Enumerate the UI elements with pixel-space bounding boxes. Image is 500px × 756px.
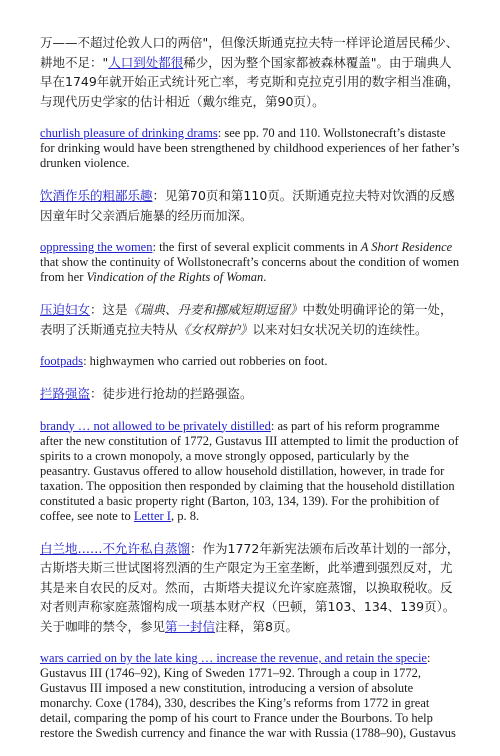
note-en-oppressing — [40, 240, 460, 285]
text-run: : Gustavus III (1746–92), King of Sweden 1771–92. Through a coup in 1772, Gustavus III imposed a new constitution, introducing a version of absolute monarchy. Coxe (1784), 330, describes the King’s reforms from 1772 in great detail, comparing the pomp of his court to France under the Bourbons. To help restore the Swedish currency and finance the war with Russia (1788–90), Gustavus — [40, 651, 456, 740]
text-run: 注释，第8页。 — [215, 618, 298, 634]
text-run: ：这是 — [90, 302, 128, 317]
link-oppressing-women[interactable]: oppressing the women — [40, 240, 153, 254]
note-zh-footpads — [40, 384, 460, 404]
link-oppressing-zh[interactable]: 压迫妇女 — [40, 302, 91, 317]
book-title: A Short Residence — [360, 240, 453, 254]
link-drinking-zh[interactable]: 饮酒作乐的粗鄙乐趣 — [40, 188, 153, 203]
note-zh-brandy — [40, 539, 460, 637]
link-footpads[interactable]: footpads — [40, 354, 84, 368]
book-title: Vindication of the Rights of Woman — [86, 270, 264, 284]
text-run: ：徒步进行抢劫的拦路强盗。 — [90, 386, 253, 401]
note-zh-population — [40, 33, 460, 111]
note-en-drinking — [40, 126, 460, 171]
text-run: 以来对妇女状况关切的连续性。 — [252, 321, 428, 337]
text-run: . — [263, 270, 267, 284]
link-brandy[interactable]: brandy … not allowed to be privately distilled — [40, 418, 271, 433]
link-letter-i[interactable]: Letter I — [133, 508, 171, 523]
text-run: ：作为1772年新宪法颁布后改革计划的一部分，古斯塔夫斯三世试图将烈酒的生产限定为王室垄断，此举遭到强烈反对，尤其是来自农民的反对。然而，古斯塔夫提议允许家庭蒸馏，以换取税收。反对者则声称家庭蒸馏构成一项基本财产权（巴顿，第103、134、139页）。关于咖啡的禁令，参见 — [40, 540, 460, 634]
document-page — [40, 33, 460, 756]
note-zh-oppressing — [40, 300, 460, 339]
text-run: , p. 8. — [170, 508, 200, 523]
link-letter-i-zh[interactable]: 第一封信 — [165, 618, 216, 634]
text-run: : highwaymen who carried out robberies on foot. — [83, 354, 328, 368]
text-run: : as part of his reform programme after the new constitution of 1772, Gustavus III attempted to limit the production of spirits to a crown monopoly, a move strongly opposed, particularly by the peasantry. Gustavus offered to allow household distillation, however, in trade for taxation. The opposition then responded by claiming that the household distillation constituted a basic property right (Barton, 103, 134, 139). For the prohibition of coffee, see note to — [40, 418, 459, 523]
note-zh-drinking — [40, 186, 460, 225]
note-en-footpads — [40, 354, 460, 369]
text-run: 稀少，因为整个国家都被森林覆盖"。由于瑞典人早在1749年就开始正式统计死亡率，考克斯和克拉克引用的数字相当准确，与现代历史学家的估计相近（戴尔维克，第90页）。 — [40, 54, 460, 109]
text-run: 万——不超过伦敦人口的两倍"，但像沃斯通克拉夫特一样评论道居民稀少、耕地不足：" — [40, 35, 459, 70]
link-churlish-pleasure[interactable]: churlish pleasure of drinking drams — [40, 126, 218, 140]
book-title: 《女权辩护》 — [177, 321, 253, 337]
text-run: : the first of several explicit comments in — [152, 240, 361, 254]
text-run: : see pp. 70 and 110. Wollstonecraft’s distaste for drinking would have been strengthened by childhood experiences of her father’s drunken violence. — [40, 126, 460, 170]
text-run: 中数处明确评论的第一处，表明了沃斯通克拉夫特从 — [40, 302, 453, 337]
book-title: 《瑞典、丹麦和挪威短期逗留》 — [127, 302, 303, 317]
note-en-brandy — [40, 419, 460, 524]
note-en-wars — [40, 651, 460, 741]
text-run: that show the continuity of Wollstonecraft’s concerns about the condition of women from her — [40, 255, 460, 284]
link-population-sparse[interactable]: 人口到处都很 — [108, 54, 184, 70]
text-run: ：见第70页和第110页。沃斯通克拉夫特对饮酒的反感因童年时父亲酒后施暴的经历而加深。 — [40, 188, 455, 223]
link-footpads-zh[interactable]: 拦路强盗 — [40, 386, 91, 401]
link-brandy-zh[interactable]: 白兰地……不允许私自蒸馏 — [40, 540, 191, 556]
link-wars-late-king[interactable]: wars carried on by the late king … increase the revenue, and retain the specie — [40, 651, 427, 665]
